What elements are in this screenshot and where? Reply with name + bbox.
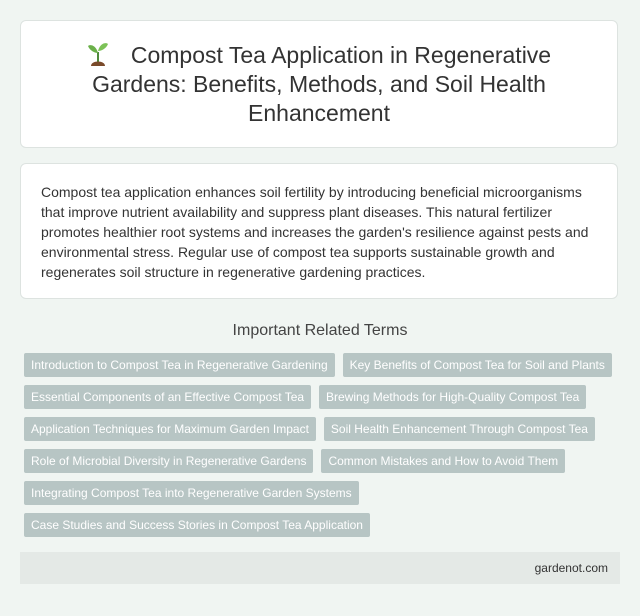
- term-tag[interactable]: Essential Components of an Effective Compost Tea: [24, 385, 311, 409]
- term-tag[interactable]: Soil Health Enhancement Through Compost Tea: [324, 417, 595, 441]
- related-terms-heading: Important Related Terms: [232, 322, 408, 339]
- summary-text: Compost tea application enhances soil fertility by introducing beneficial microorganisms that improve nutrient availability and suppress plant diseases. This natural fertilizer promotes healthier root systems and increases the garden's resilience against pests and environmental stress. Regular use of compost tea supports sustainable growth and regenerates soil structure in regenerative gardening practices.: [41, 184, 589, 280]
- term-row: [24, 417, 620, 449]
- page-title: [61, 40, 577, 128]
- summary-card: [20, 163, 618, 299]
- related-terms-list: [24, 353, 620, 545]
- term-tag[interactable]: Application Techniques for Maximum Garden Impact: [24, 417, 316, 441]
- term-row: [24, 513, 620, 545]
- page-title-text: Compost Tea Application in Regenerative Gardens: Benefits, Methods, and Soil Health Enhancement: [92, 42, 552, 126]
- term-tag[interactable]: Integrating Compost Tea into Regenerative Garden Systems: [24, 481, 359, 505]
- term-tag[interactable]: Role of Microbial Diversity in Regenerative Gardens: [24, 449, 313, 473]
- title-card: [20, 20, 618, 148]
- footer-site-link[interactable]: gardenot.com: [534, 561, 608, 575]
- term-tag[interactable]: Common Mistakes and How to Avoid Them: [321, 449, 565, 473]
- term-tag[interactable]: Key Benefits of Compost Tea for Soil and Plants: [343, 353, 612, 377]
- term-tag[interactable]: Introduction to Compost Tea in Regenerative Gardening: [24, 353, 335, 377]
- term-row: [24, 481, 620, 513]
- term-row: [24, 449, 620, 481]
- footer: [20, 552, 620, 584]
- term-tag[interactable]: Brewing Methods for High-Quality Compost Tea: [319, 385, 586, 409]
- seedling-icon: [87, 40, 109, 66]
- term-row: [24, 385, 620, 417]
- term-tag[interactable]: Case Studies and Success Stories in Compost Tea Application: [24, 513, 370, 537]
- term-row: [24, 353, 620, 385]
